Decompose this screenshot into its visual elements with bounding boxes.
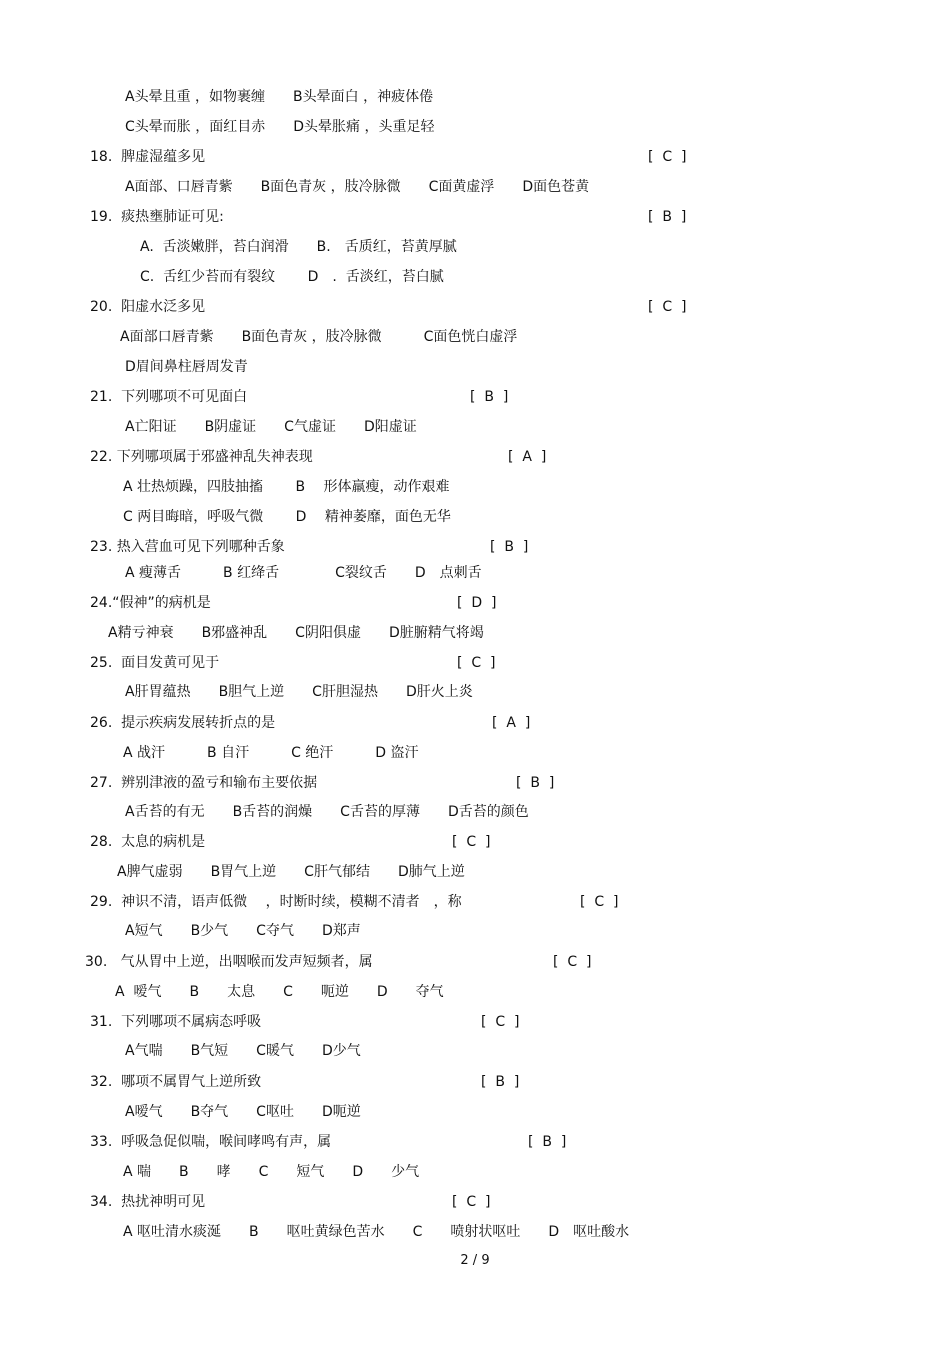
option-line: A 喘 B 哮 C 短气 D 少气 xyxy=(123,1164,420,1180)
answer-24: [ D ] xyxy=(457,595,497,611)
question-23: 23. 热入营血可见下列哪种舌象 xyxy=(90,539,285,555)
answer-28: [ C ] xyxy=(452,834,491,850)
option-line: A精亏神衰 B邪盛神乱 C阴阳俱虚 D脏腑精气将竭 xyxy=(108,625,484,641)
option-line: A嗳气 B夺气 C呕吐 D呃逆 xyxy=(125,1104,361,1120)
option-line: A舌苔的有无 B舌苔的润燥 C舌苔的厚薄 D舌苔的颜色 xyxy=(125,804,529,820)
question-18: 18. 脾虚湿蕴多见 xyxy=(90,149,206,165)
answer-34: [ C ] xyxy=(452,1194,491,1210)
option-line: A肝胃蕴热 B胆气上逆 C肝胆湿热 D肝火上炎 xyxy=(125,684,473,700)
answer-31: [ C ] xyxy=(481,1014,520,1030)
answer-21: [ B ] xyxy=(470,389,509,405)
question-28: 28. 太息的病机是 xyxy=(90,834,206,850)
option-line: C. 舌红少苔而有裂纹 D . 舌淡红，苔白腻 xyxy=(140,269,444,285)
option-line: A 嗳气 B 太息 C 呃逆 D 夺气 xyxy=(115,984,444,1000)
answer-27: [ B ] xyxy=(516,775,555,791)
option-line: D眉间鼻柱唇周发青 xyxy=(125,359,248,375)
option-line: A亡阳证 B阴虚证 C气虚证 D阳虚证 xyxy=(125,419,417,435)
option-line: A脾气虚弱 B胃气上逆 C肝气郁结 D肺气上逆 xyxy=(117,864,465,880)
answer-29: [ C ] xyxy=(580,894,619,910)
option-line: C头晕而胀 ，面红目赤 D头晕胀痛 ，头重足轻 xyxy=(125,119,435,135)
option-line: A面部、口唇青紫 B面色青灰 ，肢冷脉微 C面黄虚浮 D面色苍黄 xyxy=(125,179,590,195)
question-29: 29. 神识不清，语声低微 ，时断时续，模糊不清者 ，称 xyxy=(90,894,462,910)
question-32: 32. 哪项不属胃气上逆所致 xyxy=(90,1074,262,1090)
question-20: 20. 阳虚水泛多见 xyxy=(90,299,206,315)
option-line: A 战汗 B 自汗 C 绝汗 D 盗汗 xyxy=(123,745,419,761)
question-33: 33. 呼吸急促似喘，喉间哮鸣有声，属 xyxy=(90,1134,332,1150)
answer-32: [ B ] xyxy=(481,1074,520,1090)
question-24: 24.“假神”的病机是 xyxy=(90,595,211,611)
page-number: 2 / 9 xyxy=(460,1253,490,1268)
option-line: A面部口唇青紫 B面色青灰 ，肢冷脉微 C面色恍白虚浮 xyxy=(120,329,518,345)
answer-20: [ C ] xyxy=(648,299,687,315)
question-27: 27. 辨别津液的盈亏和输布主要依据 xyxy=(90,775,318,791)
answer-25: [ C ] xyxy=(457,655,496,671)
option-line: C 两目晦暗，呼吸气微 D 精神萎靡，面色无华 xyxy=(123,509,451,525)
answer-23: [ B ] xyxy=(490,539,529,555)
answer-33: [ B ] xyxy=(528,1134,567,1150)
option-line: A 瘦薄舌 B 红绛舌 C裂纹舌 D 点刺舌 xyxy=(125,565,482,581)
option-line: A气喘 B气短 C暖气 D少气 xyxy=(125,1043,361,1059)
answer-19: [ B ] xyxy=(648,209,687,225)
option-line: A 壮热烦躁，四肢抽搐 B 形体羸瘦，动作艰难 xyxy=(123,479,450,495)
answer-30: [ C ] xyxy=(553,954,592,970)
answer-26: [ A ] xyxy=(492,715,531,731)
option-line: A头晕且重 ，如物裹缠 B头晕面白 ，神疲体倦 xyxy=(125,89,434,105)
option-line: A. 舌淡嫩胖，苔白润滑 B. 舌质红，苔黄厚腻 xyxy=(140,239,457,255)
question-22: 22. 下列哪项属于邪盛神乱失神表现 xyxy=(90,449,313,465)
question-25: 25. 面目发黄可见于 xyxy=(90,655,220,671)
answer-22: [ A ] xyxy=(508,449,547,465)
question-19: 19. 痰热壅肺证可见: xyxy=(90,209,224,225)
answer-18: [ C ] xyxy=(648,149,687,165)
question-31: 31. 下列哪项不属病态呼吸 xyxy=(90,1014,262,1030)
option-line: A 呕吐清水痰涎 B 呕吐黄绿色苦水 C 喷射状呕吐 D 呕吐酸水 xyxy=(123,1224,630,1240)
question-34: 34. 热扰神明可见 xyxy=(90,1194,206,1210)
question-30: 30. 气从胃中上逆，出咽喉而发声短频者，属 xyxy=(85,954,373,970)
question-21: 21. 下列哪项不可见面白 xyxy=(90,389,248,405)
option-line: A短气 B少气 C夺气 D郑声 xyxy=(125,923,361,939)
question-26: 26. 提示疾病发展转折点的是 xyxy=(90,715,276,731)
